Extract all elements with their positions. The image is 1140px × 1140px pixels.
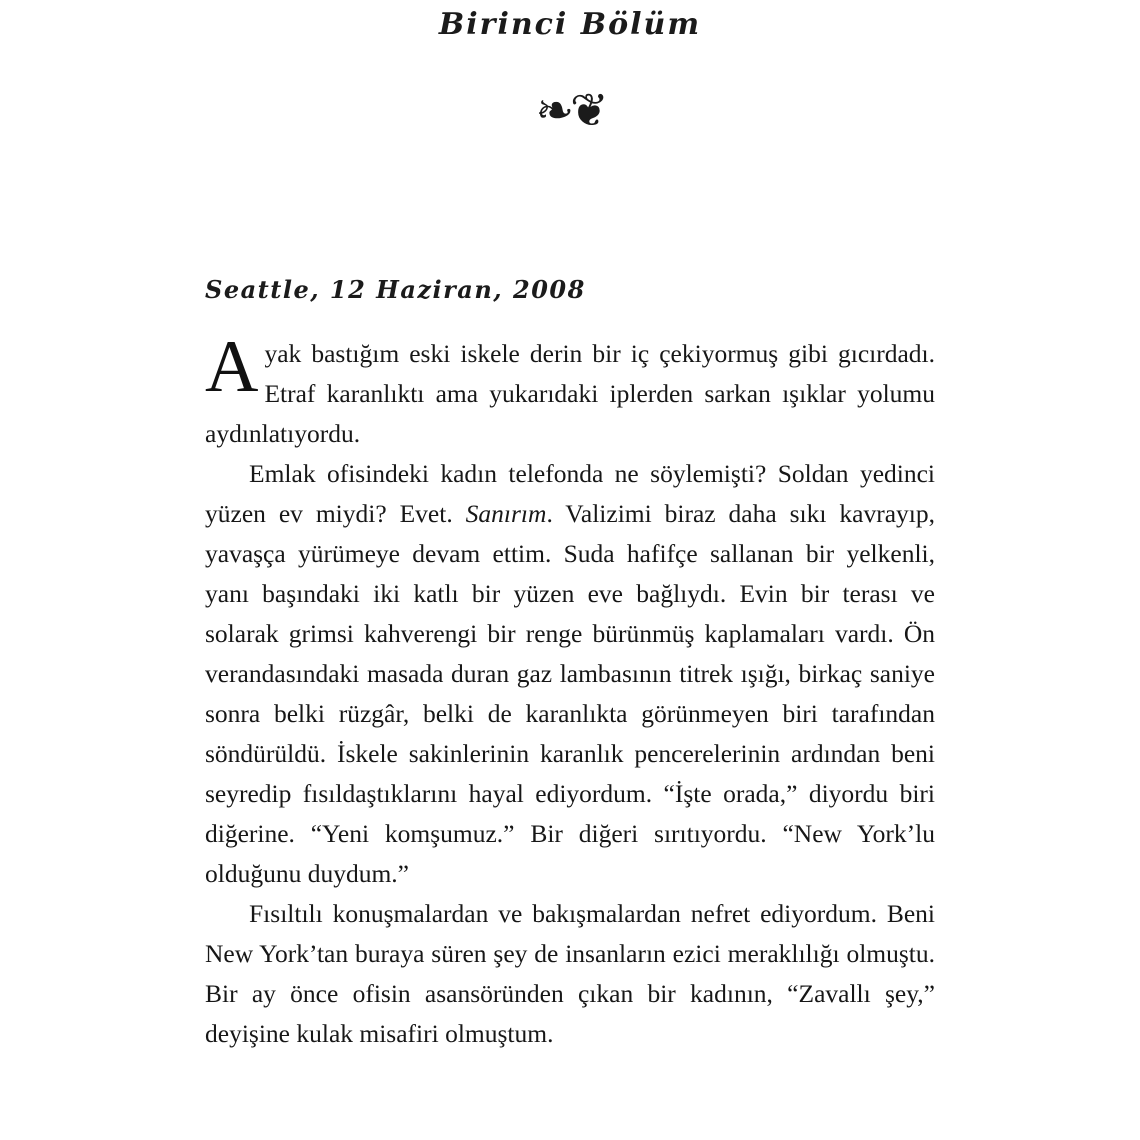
paragraph-3 [205,894,935,1054]
paragraph-2 [205,454,935,894]
body-text-block [205,275,935,1054]
ornament-container [0,83,1140,147]
dateline: Seattle, 12 Haziran, 2008 [205,275,586,304]
drop-cap: A [205,326,259,408]
paragraph-2-italic-word: Sanırım [465,499,547,528]
paragraph-2-text-before-italic: Emlak ofisindeki kadın telefonda ne söylemişti? Soldan yedinci yüzen ev miydi? Evet. [205,459,935,528]
paragraph-1-text: yak bastığım eski iskele derin bir iç çekiyormuş gibi gıcırdadı. Etraf karanlıktı ama yukarıdaki iplerden sarkan ışıklar yolumu aydınlatıyordu. [205,339,935,448]
paragraph-1 [205,326,935,454]
paragraph-3-text: Fısıltılı konuşmalardan ve bakışmalardan nefret ediyordum. Beni New York’tan buraya süren şey de insanların ezici meraklılığı olmuştu. Bir ay önce ofisin asansöründen çıkan bir kadının, “Zavallı şey,” deyişine kulak misafiri olmuştum. [205,899,935,1048]
ornamental-flourish-icon: ❧❦ [535,83,605,137]
chapter-title: Birinci Bölüm [438,7,702,42]
paragraph-2-text-after-italic: . Valizimi biraz daha sıkı kavrayıp, yavaşça yürümeye devam ettim. Suda hafifçe sallanan bir yelkenli, yanı başındaki iki katlı bir yüzen eve bağlıydı. Evin bir terası ve solarak grimsi kahverengi bir renge bürünmüş kaplamaları vardı. Ön verandasındaki masada duran gaz lambasının titrek ışığı, birkaç saniye sonra belki rüzgâr, belki de karanlıkta görünmeyen biri tarafından söndürüldü. İskele sakinlerinin karanlık pencerelerinin ardından beni seyredip fısıldaştıklarını hayal ediyordum. “İşte orada,” diyordu biri diğerine. “Yeni komşumuz.” Bir diğeri sırıtıyordu. “New York’lu olduğunu duydum.” [205,499,936,888]
